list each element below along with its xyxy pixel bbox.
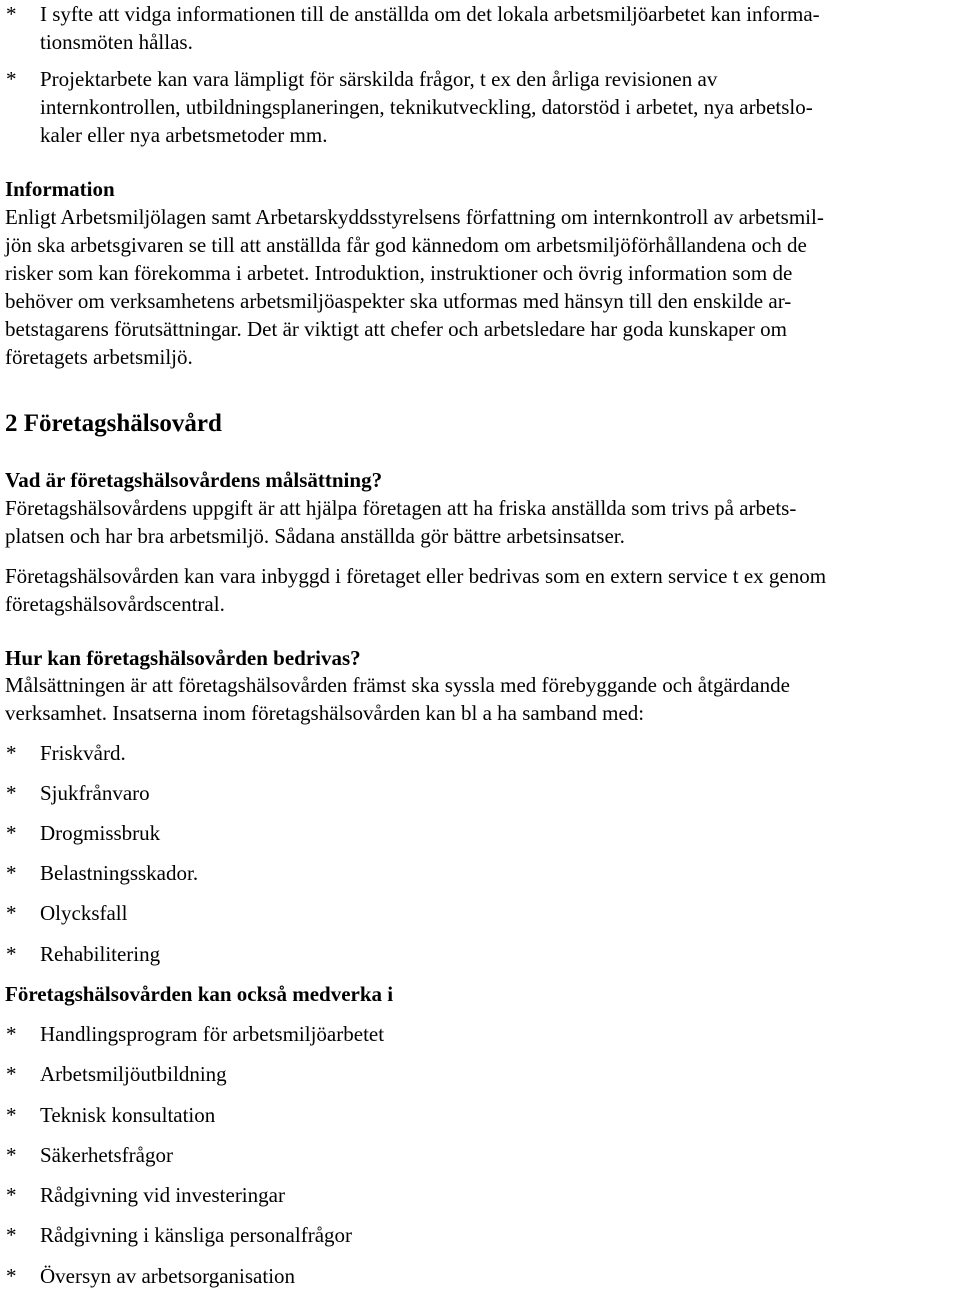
bedrivas-paragraph — [5, 671, 955, 727]
paragraph-line: Företagshälsovården kan vara inbyggd i företaget eller bedrivas som en extern service t ex genom — [5, 564, 827, 588]
list-item-text: Handlingsprogram för arbetsmiljöarbetet — [40, 1022, 385, 1046]
bullet-marker: * — [6, 1223, 17, 1247]
malsattning-heading: Vad är företagshälsovårdens målsättning? — [5, 468, 383, 492]
list-item-text: Drogmissbruk — [40, 821, 161, 845]
list-item-text: Olycksfall — [40, 901, 128, 925]
paragraph-line: företagets arbetsmiljö. — [5, 345, 193, 369]
list-item-text: Översyn av arbetsorganisation — [40, 1264, 296, 1288]
paragraph-line: jön ska arbetsgivaren se till att anställda får god kännedom om arbetsmiljöförhållandena och de — [5, 233, 807, 257]
list-item-text: Rådgivning i känsliga personalfrågor — [40, 1223, 353, 1247]
bullet-marker: * — [6, 1264, 17, 1288]
bullet-marker: * — [6, 901, 17, 925]
bullet-item-projektarbete — [0, 65, 955, 149]
bullet-marker: * — [6, 1062, 17, 1086]
bullet-marker: * — [6, 1183, 17, 1207]
paragraph-line: Företagshälsovårdens uppgift är att hjälpa företagen att ha friska anställda som trivs på arbets- — [5, 496, 797, 520]
bedrivas-heading: Hur kan företagshälsovården bedrivas? — [5, 646, 361, 670]
list-item-text: Rehabilitering — [40, 942, 161, 966]
paragraph-line: platsen och har bra arbetsmiljö. Sådana anställda gör bättre arbetsinsatser. — [5, 524, 625, 548]
list-item-text: Säkerhetsfrågor — [40, 1143, 173, 1167]
bullet-line: Projektarbete kan vara lämpligt för särskilda frågor, t ex den årliga revisionen av — [40, 67, 718, 91]
paragraph-line: risker som kan förekomma i arbetet. Introduktion, instruktioner och övrig information som de — [5, 261, 793, 285]
paragraph-line: behöver om verksamhetens arbetsmiljöaspekter ska utformas med hänsyn till den enskilde ar- — [5, 289, 792, 313]
information-paragraph — [5, 203, 955, 371]
bullet-line: kaler eller nya arbetsmetoder mm. — [40, 123, 328, 147]
paragraph-line: verksamhet. Insatserna inom företagshälsovården kan bl a ha samband med: — [5, 701, 645, 725]
paragraph-line: företagshälsovårdscentral. — [5, 592, 225, 616]
bullet-line: tionsmöten hållas. — [40, 30, 193, 54]
list-item-text: Rådgivning vid investeringar — [40, 1183, 285, 1207]
bullet-marker: * — [6, 942, 17, 966]
bullet-marker: * — [6, 1143, 17, 1167]
section-title: 2 Företagshälsovård — [5, 410, 222, 437]
bullet-marker: * — [6, 1022, 17, 1046]
bullet-marker: * — [6, 861, 17, 885]
bullet-marker: * — [6, 1103, 17, 1127]
bullet-marker: * — [6, 781, 17, 805]
list-item-text: Arbetsmiljöutbildning — [40, 1062, 227, 1086]
paragraph-line: betstagarens förutsättningar. Det är viktigt att chefer och arbetsledare har goda kunskaper om — [5, 317, 787, 341]
bullet-item-informationsmoten — [0, 0, 955, 56]
list-item-text: Friskvård. — [40, 741, 126, 765]
medverka-heading: Företagshälsovården kan också medverka i — [5, 982, 394, 1006]
information-heading: Information — [5, 177, 115, 201]
malsattning-paragraph-1 — [5, 494, 955, 550]
list-item-text: Sjukfrånvaro — [40, 781, 150, 805]
paragraph-line: Enligt Arbetsmiljölagen samt Arbetarskyddsstyrelsens författning om internkontroll av arbetsmil- — [5, 205, 824, 229]
bullet-marker: * — [6, 2, 17, 26]
list-item-text: Teknisk konsultation — [40, 1103, 216, 1127]
bullet-line: internkontrollen, utbildningsplaneringen, teknikutveckling, datorstöd i arbetet, nya arbetslo- — [40, 95, 813, 119]
bullet-marker: * — [6, 67, 17, 91]
bullet-marker: * — [6, 821, 17, 845]
bullet-line: I syfte att vidga informationen till de anställda om det lokala arbetsmiljöarbetet kan informa- — [40, 2, 820, 26]
bullet-marker: * — [6, 741, 17, 765]
list-item-text: Belastningsskador. — [40, 861, 199, 885]
malsattning-paragraph-2 — [5, 562, 955, 618]
paragraph-line: Målsättningen är att företagshälsovården främst ska syssla med förebyggande och åtgärdande — [5, 673, 790, 697]
